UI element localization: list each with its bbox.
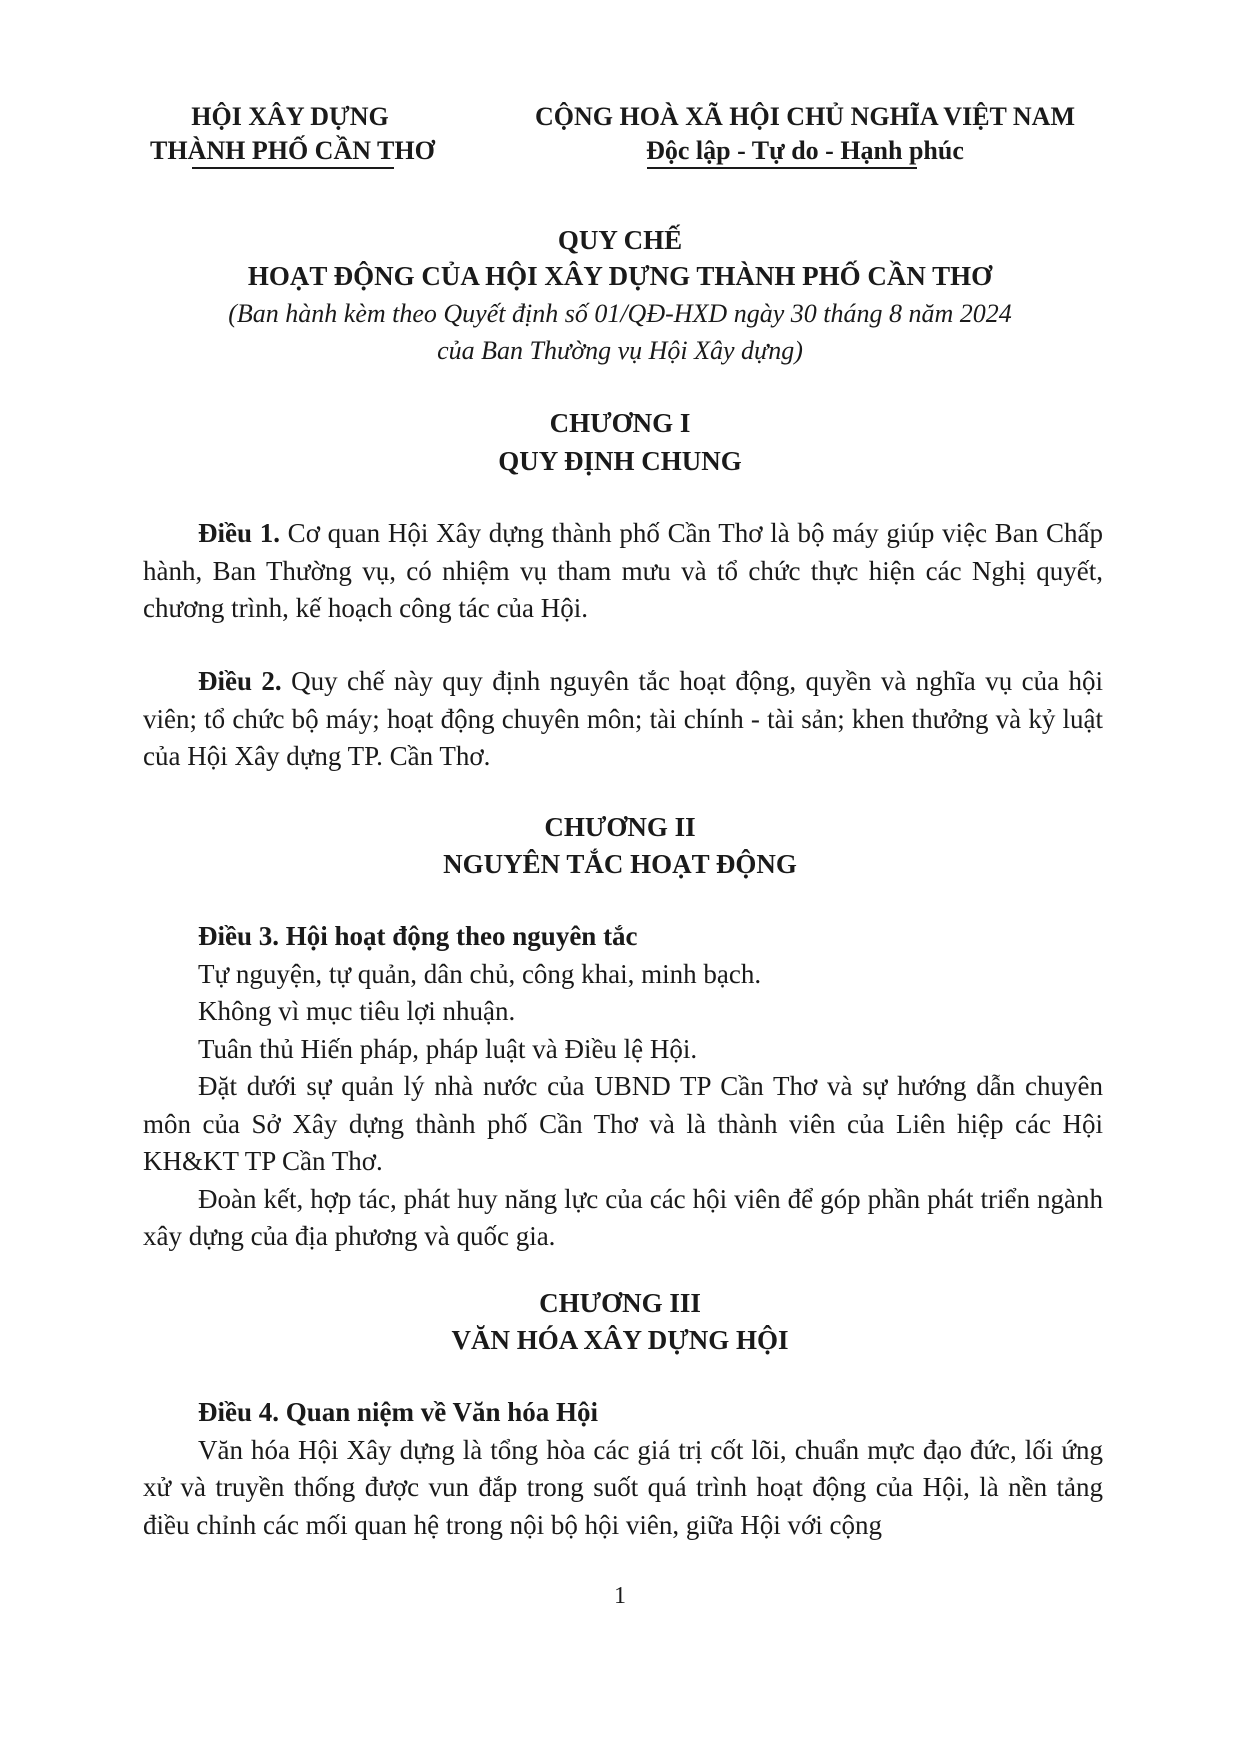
document-subtitle-line2: của Ban Thường vụ Hội Xây dựng) [437, 336, 803, 365]
article-1-text: Cơ quan Hội Xây dựng thành phố Cần Thơ là bộ máy giúp việc Ban Chấp hành, Ban Thường vụ, có nhiệm vụ tham mưu và tổ chức thực hiện các Nghị quyết, chương trình, kế hoạch công tác của Hội. [143, 518, 1103, 623]
document-subtitle-line1: (Ban hành kèm theo Quyết định số 01/QĐ-HXD ngày 30 tháng 8 năm 2024 [228, 299, 1012, 328]
article-2 [143, 663, 1103, 776]
document-title: QUY CHẾ [557, 225, 683, 255]
article-3 [143, 918, 1103, 1256]
article-4 [143, 1394, 1103, 1544]
organization-header [150, 100, 435, 168]
chapter-3-number: CHƯƠNG III [539, 1288, 701, 1318]
article-2-label: Điều 2. [198, 666, 282, 696]
article-1-label: Điều 1. [198, 518, 280, 548]
article-4-text: Văn hóa Hội Xây dựng là tổng hòa các giá trị cốt lõi, chuẩn mực đạo đức, lối ứng xử và truyền thống được vun đắp trong suốt quá trình hoạt động của Hội, là nền tảng điều chỉnh các mối quan hệ trong nội bộ hội viên, giữa Hội với cộng [143, 1434, 1103, 1540]
motto-underline [647, 167, 917, 169]
page-number: 1 [614, 1583, 626, 1609]
nation-name: CỘNG HOÀ XÃ HỘI CHỦ NGHĨA VIỆT NAM [534, 102, 1076, 131]
chapter-1-name: QUY ĐỊNH CHUNG [498, 446, 742, 476]
article-3-heading: Điều 3. Hội hoạt động theo nguyên tắc [198, 921, 638, 951]
national-header [510, 100, 1100, 168]
document-title-line2: HOẠT ĐỘNG CỦA HỘI XÂY DỰNG THÀNH PHỐ CẦN THƠ [247, 261, 993, 291]
article-3-item-5: Đoàn kết, hợp tác, phát huy năng lực của các hội viên để góp phần phát triển ngành xây dựng của địa phương và quốc gia. [143, 1183, 1103, 1251]
chapter-2-number: CHƯƠNG II [544, 812, 696, 842]
chapter-2-name: NGUYÊN TẮC HOẠT ĐỘNG [443, 849, 797, 879]
chapter-1-number: CHƯƠNG I [549, 408, 691, 438]
article-1 [143, 515, 1103, 628]
chapter-3-name: VĂN HÓA XÂY DỰNG HỘI [451, 1325, 789, 1355]
article-2-text: Quy chế này quy định nguyên tắc hoạt động, quyền và nghĩa vụ của hội viên; tổ chức bộ máy; hoạt động chuyên môn; tài chính - tài sản; khen thưởng và kỷ luật của Hội Xây dựng TP. Cần Thơ. [143, 666, 1104, 771]
org-underline [192, 167, 394, 169]
national-motto: Độc lập - Tự do - Hạnh phúc [646, 136, 964, 165]
article-3-item-2: Không vì mục tiêu lợi nhuận. [198, 996, 516, 1026]
org-name-line1: HỘI XÂY DỰNG [191, 102, 389, 131]
article-3-item-1: Tự nguyện, tự quản, dân chủ, công khai, minh bạch. [198, 958, 762, 989]
org-name-line2: THÀNH PHỐ CẦN THƠ [150, 136, 435, 165]
article-3-item-3: Tuân thủ Hiến pháp, pháp luật và Điều lệ Hội. [198, 1033, 698, 1064]
article-3-item-4: Đặt dưới sự quản lý nhà nước của UBND TP Cần Thơ và sự hướng dẫn chuyên môn của Sở Xây dựng thành phố Cần Thơ và là thành viên của Liên hiệp các Hội KH&KT TP Cần Thơ. [143, 1071, 1103, 1176]
article-4-heading: Điều 4. Quan niệm về Văn hóa Hội [198, 1397, 599, 1427]
